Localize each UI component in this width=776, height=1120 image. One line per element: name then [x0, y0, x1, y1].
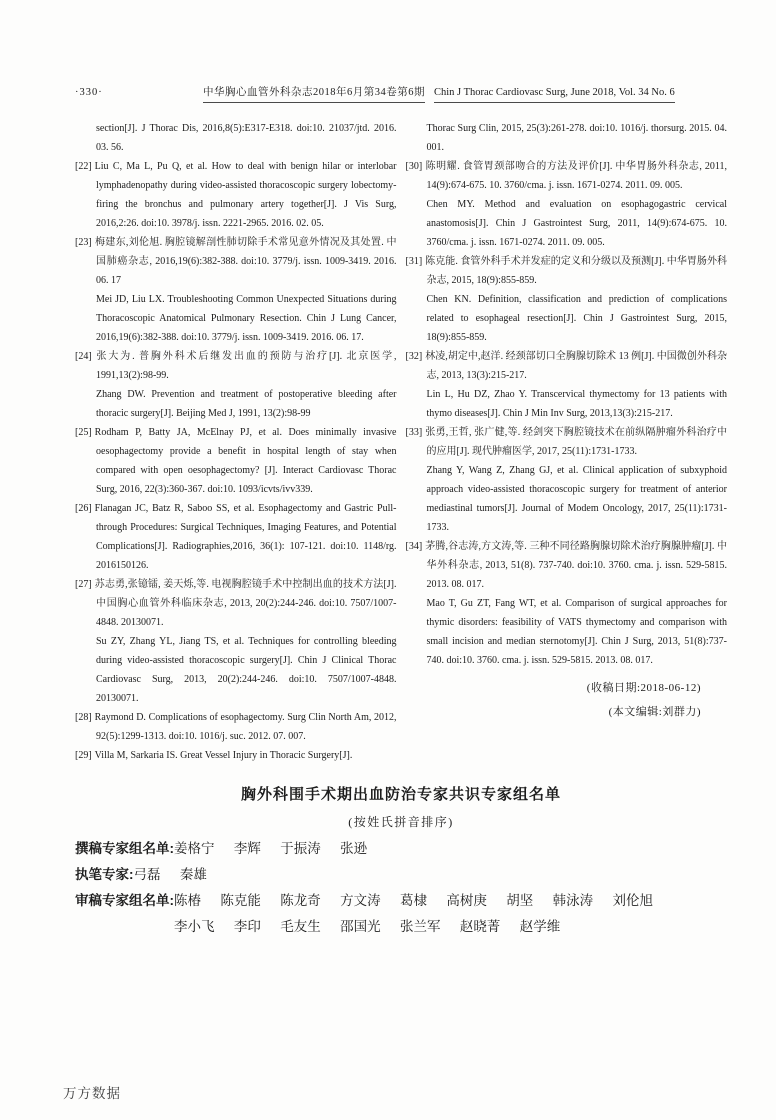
reference-translation — [406, 594, 728, 670]
reference-continuation — [75, 119, 397, 157]
expert-name: 赵学维 — [519, 919, 561, 934]
reference-number: [32] — [405, 351, 423, 362]
reference-text: Rodham P, Batty JA, McElnay PJ, et al. Does minimally invasive oesophagectomy provide a benefit in hospital length of stay when compared with open oesophagectomy? [J]. Interact Cardiovasc Thorac Surg, 2016, 22(3):360-367. doi:10. 1093/icvts/ivv339. — [94, 427, 397, 495]
received-date: (收稿日期:2018-06-12) — [586, 682, 701, 694]
reference-text: Mei JD, Liu LX. Troubleshooting Common Unexpected Situations during Thoracoscopic Anatomical Pulmonary Resection. Chin J Lung Cancer, 2016,19(6):382-388. doi:10. 3779/j. issn. 1009-3419. 2016. 06. 17. — [96, 294, 397, 343]
reference-translation — [75, 632, 397, 708]
reference-text: 陈明耀. 食管胃颈部吻合的方法及评价[J]. 中华胃肠外科杂志, 2011, 14(9):674-675. 10. 3760/cma. j. issn. 1671-0274. 2011. 09. 005. — [425, 161, 727, 191]
writing-experts-label: 执笔专家: — [75, 867, 134, 882]
reference-number: [30] — [405, 161, 423, 172]
reference-entry-24 — [75, 347, 397, 385]
journal-title-en: Chin J Thorac Cardiovasc Surg, June 2018, Vol. 34 No. 6 — [434, 86, 675, 103]
reference-number: [25] — [75, 427, 92, 438]
reference-text: Villa M, Sarkaria IS. Great Vessel Injury in Thoracic Surgery[J]. — [94, 750, 353, 761]
reference-continuation — [406, 119, 728, 157]
writing-experts-names — [134, 867, 728, 882]
compile-experts-row — [75, 841, 727, 856]
writing-experts-row — [75, 867, 727, 882]
reference-translation — [75, 385, 397, 423]
reference-text: Lin L, Hu DZ, Zhao Y. Transcervical thymectomy for 13 patients with thymo diseases[J]. Chin J Min Inv Surg, 2013,13(3):215-217. — [426, 389, 727, 419]
reference-text: 陈克能. 食管外科手术并发症的定义和分级以及预测[J]. 中华胃肠外科杂志, 2015, 18(9):855-859. — [425, 256, 727, 286]
reference-entry-32 — [406, 347, 728, 385]
reference-entry-23 — [75, 233, 397, 290]
reference-text: Mao T, Gu ZT, Fang WT, et al. Comparison of surgical approaches for thymic disorders: feasibility of VATS thymectomy and comparison with small incision and median sternotomy[J]. Chin J Surg, 2013, 51(8):737-740. doi:10. 3760. cma. j. issn. 529-5815. 2013. 08. 017. — [426, 598, 727, 666]
reference-text: section[J]. J Thorac Dis, 2016,8(5):E317-E318. doi:10. 21037/jtd. 2016. 03. 56. — [96, 123, 397, 153]
reference-text: Liu C, Ma L, Pu Q, et al. How to deal with benign hilar or interlobar lymphadenopathy during video-assisted thoracoscopic surgery lobectomy-firing the bronchus and pulmonary artery together[J]. J Vis Surg, 2016,2:26. doi:10. 3978/j. issn. 2221-2965. 2016. 02. 05. — [94, 161, 397, 229]
review-experts-row2 — [174, 919, 727, 934]
reference-number: [24] — [75, 351, 92, 362]
reference-entry-26 — [75, 499, 397, 575]
reference-text: Chen KN. Definition, classification and prediction of complications related to esophageal resection[J]. Chin J Gastrointest Surg, 2015, 18(9):855-859. — [426, 294, 727, 343]
reference-entry-29 — [75, 746, 397, 765]
reference-number: [33] — [405, 427, 423, 438]
expert-name: 胡坚 — [506, 893, 534, 908]
expert-name: 高树庚 — [446, 893, 487, 908]
reference-text: Thorac Surg Clin, 2015, 25(3):261-278. doi:10. 1016/j. thorsurg. 2015. 04. 001. — [426, 123, 727, 153]
expert-name: 张兰军 — [400, 919, 441, 934]
editor-note: (本文编辑:刘群力) — [608, 706, 701, 718]
review-experts-label: 审稿专家组名单: — [75, 893, 174, 908]
reference-entry-27 — [75, 575, 397, 632]
expert-name: 毛友生 — [280, 919, 321, 934]
reference-entry-22 — [75, 157, 397, 233]
expert-name: 方文涛 — [340, 893, 381, 908]
expert-name: 张逊 — [340, 841, 368, 856]
expert-name: 李辉 — [233, 841, 261, 856]
reference-entry-30 — [406, 157, 728, 195]
reference-translation — [75, 290, 397, 347]
expert-name: 李印 — [233, 919, 261, 934]
reference-entry-33 — [406, 423, 728, 461]
expert-name: 陈克能 — [220, 893, 261, 908]
reference-text: Chen MY. Method and evaluation on esophagogastric cervical anastomosis[J]. Chin J Gastrointest Surg, 2011, 14(9):674-675. 10. 3760/cma. j. issn. 1671-0274. 2011. 09. 005. — [426, 199, 727, 248]
reference-text: Flanagan JC, Batz R, Saboo SS, et al. Esophagectomy and Gastric Pull-through Procedures: Surgical Techniques, Imaging Features, and Potential Complications[J]. Radiographies,2016, 36(1): 107-121. doi:10. 1148/rg. 2016150126. — [94, 503, 397, 571]
reference-text: 茅腾,谷志涛,方文涛,等. 三种不同径路胸腺切除术治疗胸腺肿瘤[J]. 中华外科杂志, 2013, 51(8). 737-740. doi:10. 3760. cma. j. issn. 529-5815. 2013. 08. 017. — [425, 541, 727, 590]
review-experts-names — [174, 893, 727, 934]
references-section — [75, 119, 727, 765]
reference-entry-28 — [75, 708, 397, 746]
reference-number: [34] — [405, 541, 423, 552]
compile-experts-label: 撰稿专家组名单: — [75, 841, 174, 856]
reference-text: Zhang Y, Wang Z, Zhang GJ, et al. Clinical application of subxyphoid approach video-assisted thoracoscopic surgery for treatment of anterior mediastinal tumors[J]. Journal of Modem Oncology, 2017, 25(11):1731-1733. — [426, 465, 727, 533]
expert-name: 韩泳涛 — [552, 893, 594, 908]
expert-name: 葛棣 — [400, 893, 427, 908]
reference-number: [28] — [75, 712, 92, 723]
page-number: ·330· — [75, 87, 103, 98]
reference-number: [22] — [75, 161, 92, 172]
reference-translation — [406, 461, 728, 537]
reference-translation — [406, 385, 728, 423]
reference-text: Su ZY, Zhang YL, Jiang TS, et al. Techniques for controlling bleeding during video-assisted thoracoscopic surgery[J]. Chin J Clinical Thorac Cardiovasc Surg, 2013, 20(2):244-246. doi:10. 7507/1007-4848. 20130071. — [96, 636, 397, 704]
reference-text: 梅建东,刘伦旭. 胸腔镜解剖性肺切除手术常见意外情况及其处置. 中国肺癌杂志, 2016,19(6):382-388. doi:10. 3779/j. issn. 1009-3419. 2016. 06. 17 — [94, 237, 397, 286]
compile-experts-names — [174, 841, 727, 856]
reference-entry-31 — [406, 252, 728, 290]
references-right-column — [406, 119, 728, 765]
expert-name: 邵国光 — [340, 919, 381, 934]
expert-panel-title: 胸外科围手术期出血防治专家共识专家组名单 — [240, 786, 561, 803]
reference-entry-25 — [75, 423, 397, 499]
expert-name: 于振涛 — [280, 841, 321, 856]
expert-name: 弓磊 — [133, 867, 161, 882]
expert-name: 赵晓菁 — [459, 919, 501, 934]
reference-entry-34 — [406, 537, 728, 594]
expert-name: 李小飞 — [174, 919, 215, 934]
references-left-column — [75, 119, 397, 765]
expert-name: 陈椿 — [174, 893, 201, 908]
reference-number: [31] — [405, 256, 423, 267]
expert-panel-section — [75, 783, 727, 934]
journal-title-cn: 中华胸心血管外科杂志2018年6月第34卷第6期 — [203, 86, 425, 103]
reference-translation — [406, 195, 728, 252]
page-header — [75, 86, 727, 103]
expert-name: 刘伦旭 — [612, 893, 653, 908]
expert-name: 陈龙奇 — [280, 893, 321, 908]
reference-number: [27] — [75, 579, 92, 590]
reference-number: [29] — [75, 750, 92, 761]
reference-text: Zhang DW. Prevention and treatment of postoperative bleeding after thoracic surgery[J]. Beijing Med J, 1991, 13(2):98-99 — [96, 389, 397, 419]
reference-number: [26] — [75, 503, 92, 514]
reference-text: Raymond D. Complications of esophagectomy. Surg Clin North Am, 2012, 92(5):1299-1313. doi:10. 1016/j. suc. 2012. 07. 007. — [94, 712, 397, 742]
expert-name: 姜格宁 — [174, 841, 215, 856]
review-experts-row — [75, 893, 727, 934]
reference-text: 张大为. 普胸外科术后继发出血的预防与治疗[J]. 北京医学, 1991,13(2):98-99. — [94, 351, 397, 381]
reference-text: 苏志勇,张镱镭, 姜天烁,等. 电视胸腔镜手术中控制出血的技术方法[J]. 中国胸心血管外科临床杂志, 2013, 20(2):244-246. doi:10. 7507/1007-4848. 20130071. — [94, 579, 397, 628]
reference-translation — [406, 290, 728, 347]
reference-text: 林凌,胡定中,赵洋. 经颈部切口全胸腺切除术 13 例[J]. 中国微创外科杂志, 2013, 13(3):215-217. — [425, 351, 727, 381]
reference-text: 张勇,王哲, 张广健,等. 经剑突下胸腔镜技术在前纵隔肿瘤外科治疗中的应用[J]. 现代肿瘤医学, 2017, 25(11):1731-1733. — [425, 427, 727, 457]
expert-panel-subtitle: (按姓氏拼音排序) — [348, 815, 454, 829]
reference-number: [23] — [75, 237, 92, 248]
review-experts-row1 — [174, 893, 727, 908]
expert-name: 秦雄 — [179, 867, 207, 882]
wanfang-watermark: 万方数据 — [63, 1086, 121, 1101]
